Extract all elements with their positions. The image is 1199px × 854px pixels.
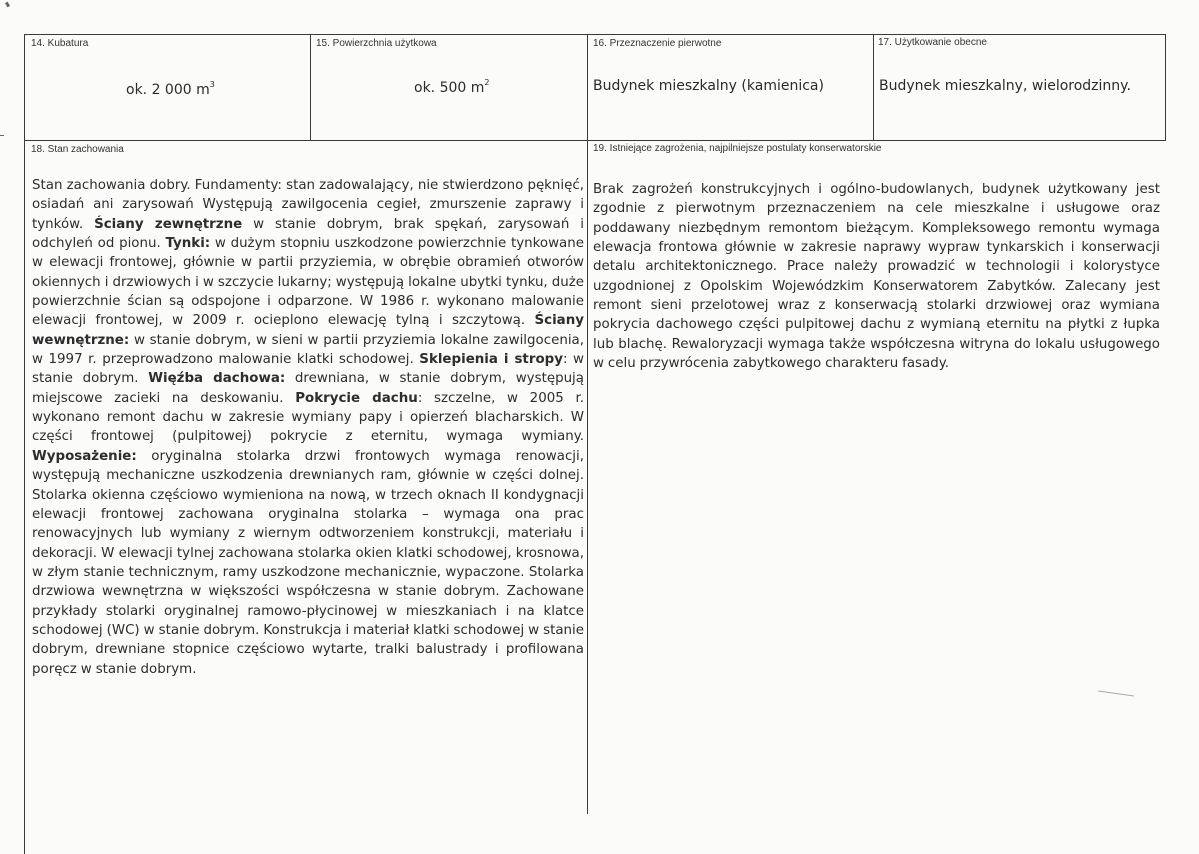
- field-14-value-text: ok. 2 000 m: [126, 82, 210, 98]
- scan-mark: [0, 135, 4, 136]
- stan-text-7: : szczelne, w 2005 r. wykonano remont dachu w zakresie wymiany papy i opierzeń blacharskich. W części frontowej (pulpitowej) pokrycie z eternitu, wymaga wymiany.: [32, 390, 584, 445]
- heading-wyposazenie: Wyposażenie:: [32, 448, 137, 464]
- table-left-border: [24, 34, 25, 854]
- field-18-label: 18. Stan zachowania: [31, 144, 124, 155]
- field-15-label: 15. Powierzchnia użytkowa: [316, 38, 437, 49]
- field-14-value: [126, 81, 215, 99]
- field-14-label: 14. Kubatura: [31, 38, 89, 49]
- stan-text-6: drewniana, w stanie dobrym, występują miejscowe zacieki na deskowaniu.: [32, 371, 584, 406]
- field-19-label: 19. Istniejące zagrożenia, najpilniejsze postulaty konserwatorskie: [593, 143, 882, 154]
- scan-mark: [1098, 690, 1134, 696]
- heading-tynki: Tynki:: [165, 236, 211, 252]
- table-right-border: [1165, 34, 1166, 141]
- heading-sciany-wewnetrzne: Ściany wewnętrzne:: [32, 313, 584, 348]
- heading-sciany-zewnetrzne: Ściany zewnętrzne: [94, 216, 243, 232]
- field-15-unit-exponent: 2: [484, 78, 490, 87]
- stan-text-1: Stan zachowania dobry. Fundamenty: stan zadowalający, nie stwierdzono pęknięć, osiadań ani zarysowań Występują zawilgocenia cegieł, zmurszenie zaprawy i tynków.: [32, 178, 584, 232]
- scan-mark: [5, 2, 10, 8]
- field-15-value: [414, 79, 489, 97]
- field-17-value: Budynek mieszkalny, wielorodzinny.: [879, 78, 1131, 94]
- column-divider-3: [873, 34, 874, 141]
- heading-sklepienia-i-stropy: Sklepienia i stropy: [419, 352, 563, 368]
- row-divider: [24, 140, 1165, 141]
- field-18-text: [32, 176, 584, 679]
- table-top-border: [24, 34, 1165, 35]
- stan-text-3: w dużym stopniu uszkodzone powierzchnie tynkowane w elewacji frontowej, głównie w partii przyziemia, w obrębie obramień otworów okiennych i drzwiowych i w szczycie lukarny; występują lokalne ubytki tynku, duże powierzchnie ścian są odspojone i odparzone. W 1986 r. wykonano malowanie elewacji frontowej, w 2009 r. ocieplono elewację tylną i szczytową.: [32, 236, 584, 329]
- column-divider-2: [587, 34, 588, 814]
- stan-text-5: : w stanie dobrym.: [32, 352, 584, 387]
- field-16-label: 16. Przeznaczenie pierwotne: [593, 38, 722, 49]
- heading-wiezba-dachowa: Więźba dachowa:: [148, 371, 286, 387]
- field-19-text: Brak zagrożeń konstrukcyjnych i ogólno-budowlanych, budynek użytkowany jest zgodnie z pierwotnym przeznaczeniem na cele mieszkalne i usługowe oraz poddawany niezbędnym remontom bieżącym. Kompleksowego remontu wymaga elewacja frontowa głównie w zakresie naprawy wypraw tynkarskich i konserwacji detalu architektonicznego. Prace należy prowadzić w technologii i kolorystyce uzgodnionej z Opolskim Wojewódzkim Konserwatorem Zabytków. Zalecany jest remont sieni przelotowej wraz z konserwacją stolarki drzwiowej oraz wymiana pokrycia dachowego części pulpitowej dachu z wymianą eternitu na płytki z łupka lub blachę. Rewaloryzacji wymaga także współczesna witryna do lokalu usługowego w celu przywrócenia zabytkowego charakteru fasady.: [593, 182, 1160, 372]
- heading-pokrycie-dachu: Pokrycie dachu: [295, 390, 418, 406]
- column-divider-1: [310, 34, 311, 141]
- stan-text-2: w stanie dobrym, brak spękań, zarysowań i odchyleń od pionu.: [32, 216, 584, 252]
- field-17-label: 17. Użytkowanie obecne: [878, 37, 987, 48]
- stan-text-8: oryginalna stolarka drzwi frontowych wymaga renowacji, występują mechaniczne uszkodzenia drewnianych ram, głównie w części dolnej. Stolarka okienna częściowo wymieniona na nową, w trzech oknach II kondygnacji elewacji frontowej zachowana oryginalna stolarka – wymaga ona prac renowacyjnych lub wymiany z wiernym odtworzeniem konstrukcji, materiału i dekoracji. W elewacji tylnej zachowana stolarka okien klatki schodowej, krosnowa, w złym stanie technicznym, ramy uszkodzone mechanicznie, wypaczone. Stolarka drzwiowa wewnętrzna w większości współczesna w stanie dobrym. Zachowane przykłady stolarki oryginalnej ramowo-płycinowej w mieszkaniach i na klatce schodowej (WC) w stanie dobrym. Konstrukcja i materiał klatki schodowej w stanie dobrym, drewniane stopnice częściowo wytarte, tralki balustrady i profilowana poręcz w stanie dobrym.: [32, 448, 584, 677]
- field-16-value: Budynek mieszkalny (kamienica): [593, 78, 824, 94]
- stan-text-4: w stanie dobrym, w sieni w partii przyziemia lokalne zawilgocenia, w 1997 r. przeprowadzono malowanie klatki schodowej.: [32, 332, 584, 368]
- field-15-value-text: ok. 500 m: [414, 80, 485, 96]
- field-14-unit-exponent: 3: [209, 80, 215, 89]
